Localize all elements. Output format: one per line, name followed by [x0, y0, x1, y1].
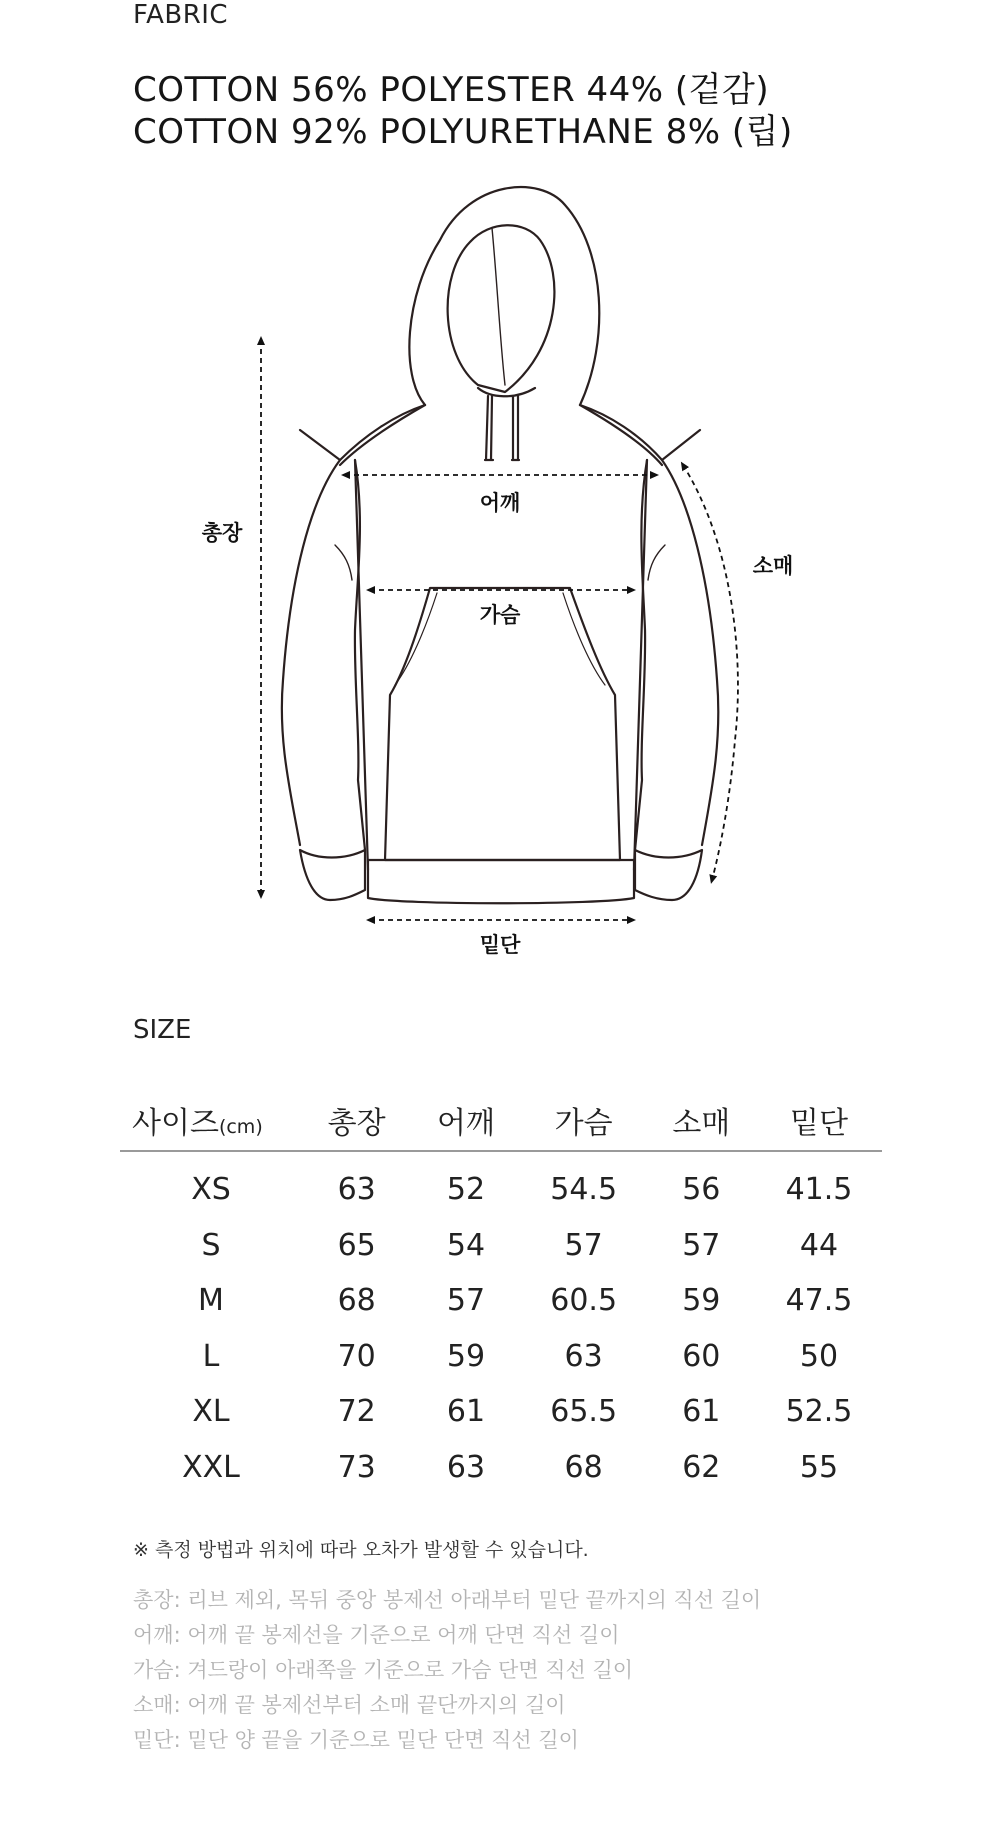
size-cell: L — [202, 1338, 220, 1374]
header-size-label: 사이즈 — [132, 1106, 219, 1141]
shoulder-cell: 59 — [446, 1338, 486, 1374]
hem-cell: 52.5 — [785, 1394, 853, 1430]
table-row — [120, 1273, 882, 1329]
size-cell: XL — [192, 1394, 230, 1430]
shoulder-label: 어깨 — [479, 491, 521, 515]
hoodie-outline — [282, 187, 719, 903]
size-cell: S — [201, 1227, 221, 1263]
header-size — [120, 1090, 302, 1151]
hem-cell: 55 — [799, 1449, 839, 1485]
sleeve-cell: 60 — [682, 1338, 721, 1374]
length-cell: 65 — [337, 1227, 376, 1263]
header-sleeve: 소매 — [647, 1090, 756, 1151]
raglan-left — [340, 405, 425, 465]
shoulder-cell: 57 — [446, 1283, 486, 1319]
sleeve-cell: 56 — [682, 1172, 721, 1208]
description-shoulder: 어깨: 어깨 끝 봉제선을 기준으로 어깨 단면 직선 길이 — [133, 1623, 620, 1647]
pocket-stitch-right — [563, 593, 605, 685]
table-row — [120, 1151, 882, 1218]
header-shoulder: 어깨 — [411, 1090, 520, 1151]
sleeve-cell: 59 — [682, 1283, 721, 1319]
chest-cell: 54.5 — [550, 1172, 618, 1208]
sleeve-label: 소매 — [752, 554, 794, 578]
shoulder-left — [300, 405, 425, 460]
fabric-heading: FABRIC — [133, 0, 229, 30]
shoulder-cell: 61 — [446, 1394, 486, 1430]
elbow-right — [648, 545, 665, 580]
drawstring-left — [485, 396, 493, 460]
raglan-right — [580, 405, 662, 465]
chest-label: 가슴 — [479, 603, 521, 627]
shoulder-cell: 63 — [446, 1449, 486, 1485]
description-sleeve: 소매: 어깨 끝 봉제선부터 소매 끝단까지의 길이 — [133, 1693, 566, 1717]
shoulder-cell: 54 — [446, 1227, 486, 1263]
sleeve-right-outer — [662, 460, 718, 845]
chest-cell: 57 — [564, 1227, 603, 1263]
fabric-composition-outer: COTTON 56% POLYESTER 44% (겉감) — [133, 70, 770, 110]
header-length: 총장 — [302, 1090, 411, 1151]
table-row — [120, 1329, 882, 1385]
table-row — [120, 1384, 882, 1440]
hood-inner — [448, 225, 555, 392]
chest-cell: 68 — [564, 1449, 603, 1485]
length-cell: 68 — [337, 1283, 376, 1319]
hem-rib — [368, 860, 634, 903]
size-heading: SIZE — [133, 1015, 192, 1045]
description-chest: 가슴: 겨드랑이 아래쪽을 기준으로 가슴 단면 직선 길이 — [133, 1658, 634, 1682]
size-cell: XXL — [182, 1449, 240, 1485]
hem-cell: 47.5 — [785, 1283, 853, 1319]
hood-seam — [492, 228, 505, 385]
hoodie-measurement-diagram — [0, 160, 1000, 960]
table-row — [120, 1218, 882, 1274]
measurement-guides — [261, 340, 738, 920]
length-cell: 72 — [337, 1394, 376, 1430]
length-label: 총장 — [201, 521, 243, 545]
size-table-header — [120, 1090, 882, 1151]
length-cell: 70 — [337, 1338, 376, 1374]
header-hem: 밑단 — [756, 1090, 882, 1151]
cuff-left — [300, 850, 365, 900]
size-cell: XS — [191, 1172, 231, 1208]
sleeve-left-outer — [282, 460, 340, 845]
shoulder-cell: 52 — [446, 1172, 486, 1208]
description-length: 총장: 리브 제외, 목뒤 중앙 봉제선 아래부터 밑단 끝까지의 직선 길이 — [133, 1588, 762, 1612]
hem-cell: 41.5 — [785, 1172, 853, 1208]
hem-cell: 50 — [799, 1338, 839, 1374]
description-hem: 밑단: 밑단 양 끝을 기준으로 밑단 단면 직선 길이 — [133, 1728, 579, 1752]
sleeve-cell: 57 — [682, 1227, 721, 1263]
chest-cell: 65.5 — [550, 1394, 618, 1430]
size-cell: M — [198, 1283, 224, 1319]
sleeve-cell: 62 — [682, 1449, 721, 1485]
sleeve-cell: 61 — [682, 1394, 721, 1430]
hem-cell: 44 — [799, 1227, 839, 1263]
chest-cell: 63 — [564, 1338, 603, 1374]
hem-label: 밑단 — [479, 933, 521, 957]
elbow-left — [335, 545, 352, 580]
chest-cell: 60.5 — [550, 1283, 618, 1319]
table-row — [120, 1440, 882, 1496]
fabric-composition-rib: COTTON 92% POLYURETHANE 8% (립) — [133, 112, 793, 152]
kangaroo-pocket — [385, 588, 620, 860]
shoulder-right — [580, 405, 700, 460]
length-cell: 73 — [337, 1449, 376, 1485]
cuff-right — [635, 850, 702, 900]
measurement-descriptions — [133, 1583, 761, 1758]
header-unit: (cm) — [218, 1116, 263, 1138]
size-table — [120, 1090, 882, 1495]
drawstring-right — [512, 396, 519, 460]
header-chest: 가슴 — [521, 1090, 647, 1151]
length-cell: 63 — [337, 1172, 376, 1208]
measurement-note: ※ 측정 방법과 위치에 따라 오차가 발생할 수 있습니다. — [133, 1539, 589, 1561]
